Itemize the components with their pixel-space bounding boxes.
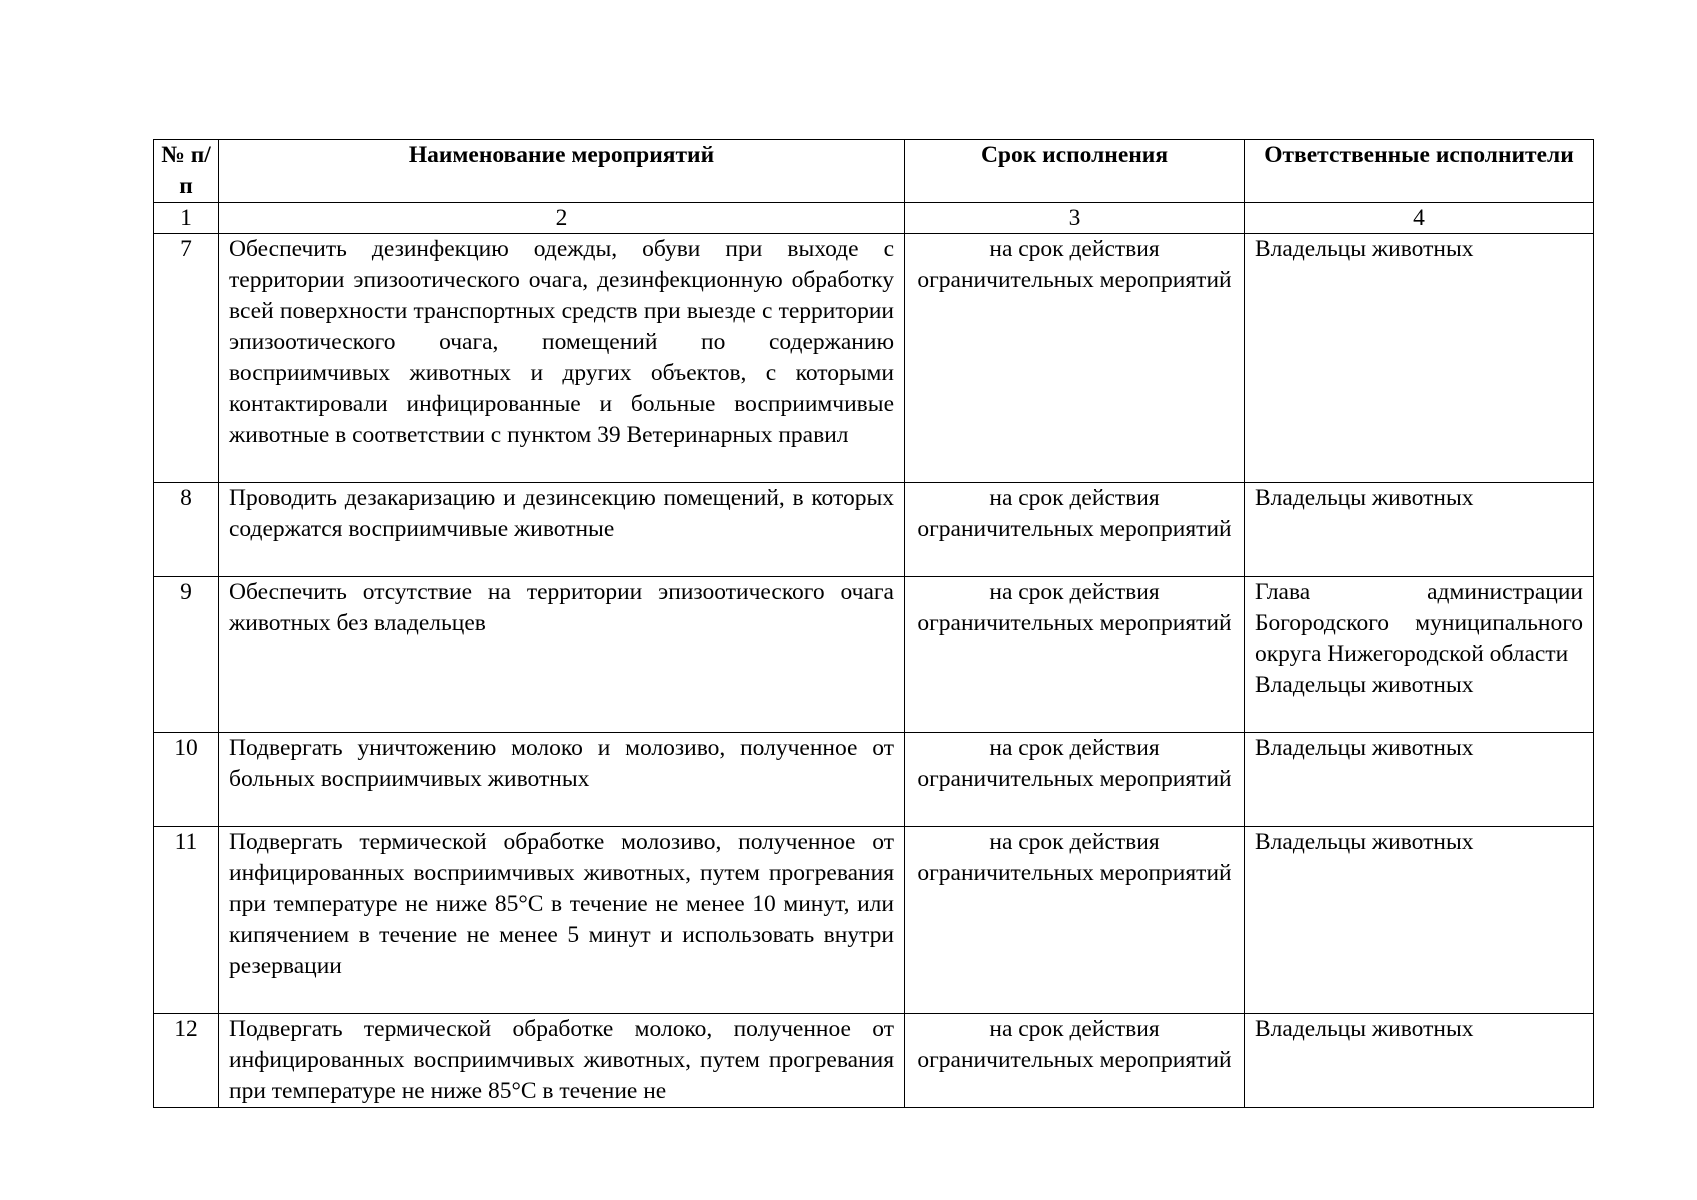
table-row <box>154 234 1594 483</box>
measure-name: Обеспечить отсутствие на территории эпизоотического очага животных без владельцев <box>219 577 905 733</box>
header-num: № п/п <box>154 140 219 203</box>
column-index-cell: 2 <box>219 203 905 234</box>
header-name: Наименование мероприятий <box>219 140 905 203</box>
header-responsible: Ответственные исполнители <box>1245 140 1594 203</box>
responsible-executors <box>1245 577 1594 733</box>
execution-term: на срок действия ограничительных мероприятий <box>905 483 1245 577</box>
measure-name: Подвергать уничтожению молоко и молозиво, полученное от больных восприимчивых животных <box>219 733 905 827</box>
table-row <box>154 827 1594 1014</box>
table-row <box>154 483 1594 577</box>
column-index-cell: 1 <box>154 203 219 234</box>
row-number: 8 <box>154 483 219 577</box>
execution-term: на срок действия ограничительных мероприятий <box>905 733 1245 827</box>
execution-term: на срок действия ограничительных мероприятий <box>905 577 1245 733</box>
responsible-executors <box>1245 1014 1594 1108</box>
row-number: 12 <box>154 1014 219 1108</box>
header-term: Срок исполнения <box>905 140 1245 203</box>
responsible-line: Владельцы животных <box>1255 672 1474 698</box>
column-index-cell: 3 <box>905 203 1245 234</box>
responsible-executors <box>1245 483 1594 577</box>
responsible-line: Владельцы животных <box>1255 1016 1474 1042</box>
row-number: 7 <box>154 234 219 483</box>
execution-term: на срок действия ограничительных мероприятий <box>905 1014 1245 1108</box>
responsible-executors <box>1245 827 1594 1014</box>
row-number: 10 <box>154 733 219 827</box>
table-row <box>154 577 1594 733</box>
column-index-row <box>154 203 1594 234</box>
execution-term: на срок действия ограничительных мероприятий <box>905 827 1245 1014</box>
measure-name: Проводить дезакаризацию и дезинсекцию помещений, в которых содержатся восприимчивые животные <box>219 483 905 577</box>
row-number: 11 <box>154 827 219 1014</box>
measure-name: Подвергать термической обработке молозиво, полученное от инфицированных восприимчивых животных, путем прогревания при температуре не ниже 85°С в течение не менее 10 минут, или кипячением в течение не менее 5 минут и использовать внутри резервации <box>219 827 905 1014</box>
row-number: 9 <box>154 577 219 733</box>
measure-name: Обеспечить дезинфекцию одежды, обуви при выходе с территории эпизоотического очага, дезинфекционную обработку всей поверхности транспортных средств при выезде с территории эпизоотического очага, помещений по содержанию восприимчивых животных и других объектов, с которыми контактировали инфицированные и больные восприимчивые животные в соответствии с пунктом 39 Ветеринарных правил <box>219 234 905 483</box>
responsible-executors <box>1245 234 1594 483</box>
table-row <box>154 1014 1594 1108</box>
measure-name: Подвергать термической обработке молоко, полученное от инфицированных восприимчивых животных, путем прогревания при температуре не ниже 85°С в течение не <box>219 1014 905 1108</box>
execution-term: на срок действия ограничительных мероприятий <box>905 234 1245 483</box>
measures-table <box>153 139 1594 1108</box>
responsible-line: Владельцы животных <box>1255 236 1474 262</box>
responsible-line: Владельцы животных <box>1255 829 1474 855</box>
table-header-row <box>154 140 1594 203</box>
column-index-cell: 4 <box>1245 203 1594 234</box>
responsible-executors <box>1245 733 1594 827</box>
responsible-line: Владельцы животных <box>1255 485 1474 511</box>
table-row <box>154 733 1594 827</box>
responsible-line: Глава администрации Богородского муниципального округа Нижегородской области <box>1255 579 1583 667</box>
responsible-line: Владельцы животных <box>1255 735 1474 761</box>
